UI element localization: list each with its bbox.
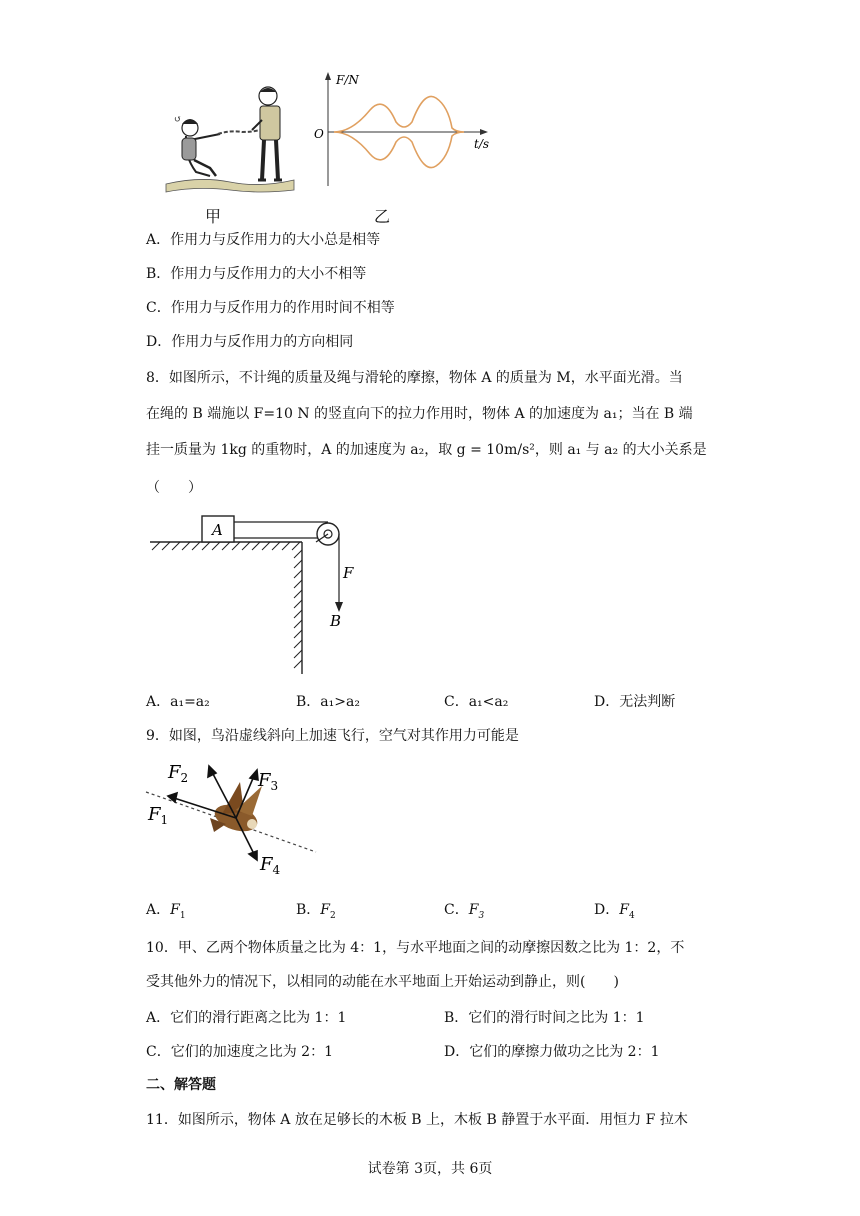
q8-option-a: A．a₁=a₂: [146, 694, 210, 710]
q10-option-a: A．它们的滑行距离之比为 1：1: [146, 1010, 347, 1026]
q8-option-c: C．a₁<a₂: [444, 694, 509, 710]
force-f-label: F: [343, 564, 354, 582]
svg-text:↺: ↺: [174, 115, 182, 125]
q8-stem-line-1: 8．如图所示，不计绳的质量及绳与滑轮的摩擦，物体 A 的质量为 M，水平面光滑。当: [146, 370, 683, 386]
force-f2-label: $F_2$: [168, 762, 189, 785]
force-f4-label: $F_4$: [260, 854, 281, 877]
q7-option-d: D．作用力与反作用力的方向相同: [146, 334, 354, 350]
q7-option-b: B．作用力与反作用力的大小不相等: [146, 266, 367, 282]
q8-stem-line-3: 挂一质量为 1kg 的重物时，A 的加速度为 a₂，取 g = 10m/s²，则 a₁ 与 a₂ 的大小关系是: [146, 442, 707, 458]
end-b-label: B: [330, 612, 342, 630]
pulley-figure: [146, 508, 356, 678]
q10-option-d: D．它们的摩擦力做功之比为 2：1: [444, 1044, 660, 1060]
q10-option-c: C．它们的加速度之比为 2：1: [146, 1044, 333, 1060]
q7-option-a: A．作用力与反作用力的大小总是相等: [146, 232, 381, 248]
graph-y-label: F/N: [336, 73, 359, 87]
q11-stem-line-1: 11．如图所示，物体 A 放在足够长的木板 B 上，木板 B 静置于水平面．用恒力 F 拉木: [146, 1112, 688, 1128]
section-heading: 二、解答题: [146, 1077, 216, 1093]
force-time-graph: [312, 70, 492, 190]
q9-option-a: A．$F_1$: [146, 902, 186, 921]
q10-stem-line-1: 10．甲、乙两个物体质量之比为 4：1，与水平地面之间的动摩擦因数之比为 1：2，不: [146, 940, 685, 956]
q8-answer-blank: （ ）: [146, 480, 202, 496]
q10-option-b: B．它们的滑行时间之比为 1：1: [444, 1010, 645, 1026]
page-footer: 试卷第 3页，共 6页: [367, 1161, 493, 1177]
q8-option-b: B．a₁>a₂: [296, 694, 360, 710]
tug-of-war-figure: [160, 76, 300, 196]
q8-stem-line-2: 在绳的 B 端施以 F=10 N 的竖直向下的拉力作用时，物体 A 的加速度为 a₁；当在 B 端: [146, 406, 693, 422]
bird-forces-figure: [140, 756, 330, 884]
force-f3-label: $F_3$: [258, 770, 279, 793]
q9-option-c: C．$F_3$: [444, 902, 485, 921]
figure-caption-jia: 甲: [205, 207, 222, 226]
q10-stem-line-2: 受其他外力的情况下，以相同的动能在水平地面上开始运动到静止，则( ): [146, 974, 619, 990]
force-f1-label: $F_1$: [148, 804, 169, 827]
q9-stem: 9．如图，鸟沿虚线斜向上加速飞行，空气对其作用力可能是: [146, 728, 519, 744]
block-a-label: A: [212, 521, 223, 539]
figure-caption-yi: 乙: [374, 207, 391, 226]
q7-option-c: C．作用力与反作用力的作用时间不相等: [146, 300, 395, 316]
graph-x-label: t/s: [474, 137, 490, 151]
q8-option-d: D．无法判断: [594, 694, 676, 710]
q9-option-b: B．$F_2$: [296, 902, 336, 921]
graph-origin: O: [314, 127, 324, 141]
q9-option-d: D．$F_4$: [594, 902, 635, 921]
